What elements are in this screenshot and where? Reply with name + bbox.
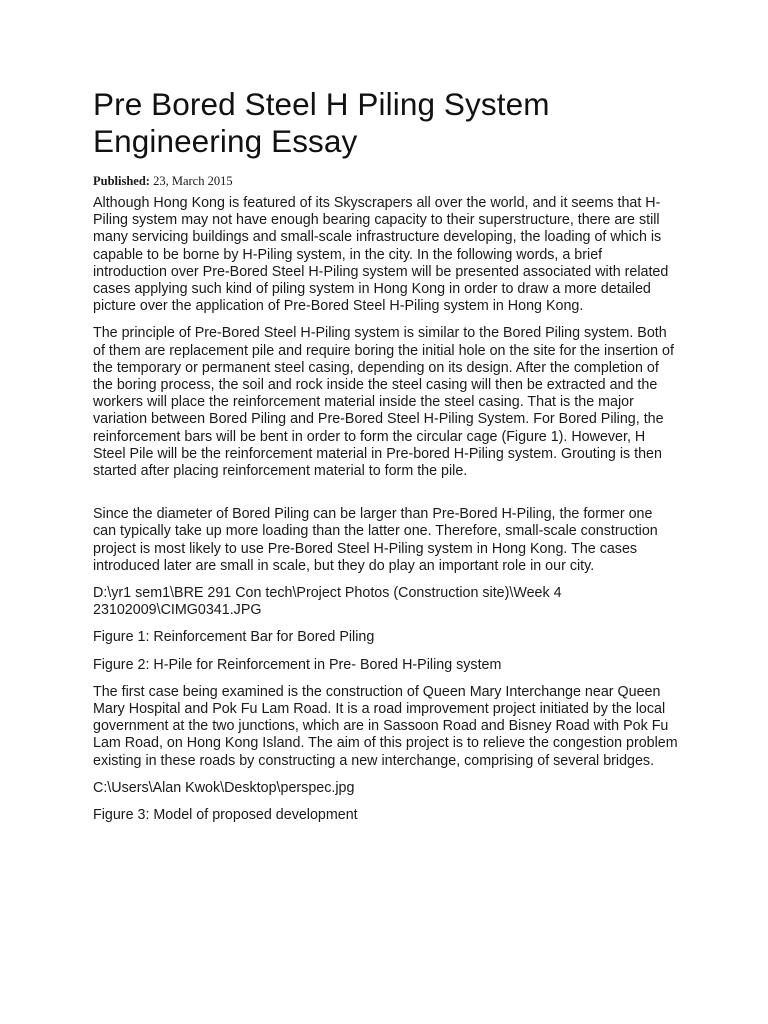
paragraph-diameter-comparison: Since the diameter of Bored Piling can be larger than Pre-Bored H-Piling, the former one can typically take up more loading than the latter one. Therefore, small-scale construction project is most likely to use Pre-Bored Steel H-Piling system in Hong Kong. The cases introduced later are small in scale, but they do play an important role in our city. — [93, 506, 658, 574]
figure-3-caption: Figure 3: Model of proposed development — [93, 807, 358, 824]
page-title: Pre Bored Steel H Piling System Engineering Essay — [93, 86, 550, 159]
image-path-figure-3: C:\Users\Alan Kwok\Desktop\perspec.jpg — [93, 779, 355, 796]
paragraph-introduction: Although Hong Kong is featured of its Skyscrapers all over the world, and it seems that H-Piling system may not have enough bearing capacity to their superstructure, there are still many servicing buildings and small-scale infrastructure developing, the loading of which is capable to be borne by H-Piling system, in the city. In the following words, a brief introduction over Pre-Bored Steel H-Piling system will be presented associated with related cases applying such kind of piling system in Hong Kong in order to draw a more detailed picture over the application of Pre-Bored Steel H-Piling system in Hong Kong. — [93, 195, 669, 315]
figure-2-caption: Figure 2: H-Pile for Reinforcement in Pre- Bored H-Piling system — [93, 656, 502, 673]
paragraph-principle: The principle of Pre-Bored Steel H-Piling system is similar to the Bored Piling system. Both of them are replacement pile and require boring the initial hole on the site for the insertion of the temporary or permanent steel casing, depending on its design. After the completion of the boring process, the soil and rock inside the steel casing will then be extracted and the workers will place the reinforcement material inside the steel casing. That is the major variation between Bored Piling and Pre-Bored Steel H-Piling System. For Bored Piling, the reinforcement bars will be bent in order to form the circular cage (Figure 1). However, H Steel Pile will be the reinforcement material in Pre-bored H-Piling system. Grouting is then started after placing reinforcement material to form the pile. — [93, 325, 674, 480]
published-date: 23, March 2015 — [153, 174, 233, 188]
image-path-figure-1: D:\yr1 sem1\BRE 291 Con tech\Project Photos (Construction site)\Week 4 23102009\CIMG0341.JPG — [93, 585, 562, 619]
figure-1-caption: Figure 1: Reinforcement Bar for Bored Piling — [93, 629, 375, 646]
published-label: Published: — [93, 174, 150, 188]
published-line — [93, 174, 678, 189]
paragraph-first-case: The first case being examined is the construction of Queen Mary Interchange near Queen Mary Hospital and Pok Fu Lam Road. It is a road improvement project initiated by the local government at the two junctions, which are in Sassoon Road and Bisney Road with Pok Fu Lam Road, on Hong Kong Island. The aim of this project is to relieve the congestion problem existing in these roads by constructing a new interchange, comprising of several bridges. — [93, 683, 678, 769]
document-page — [93, 86, 678, 824]
